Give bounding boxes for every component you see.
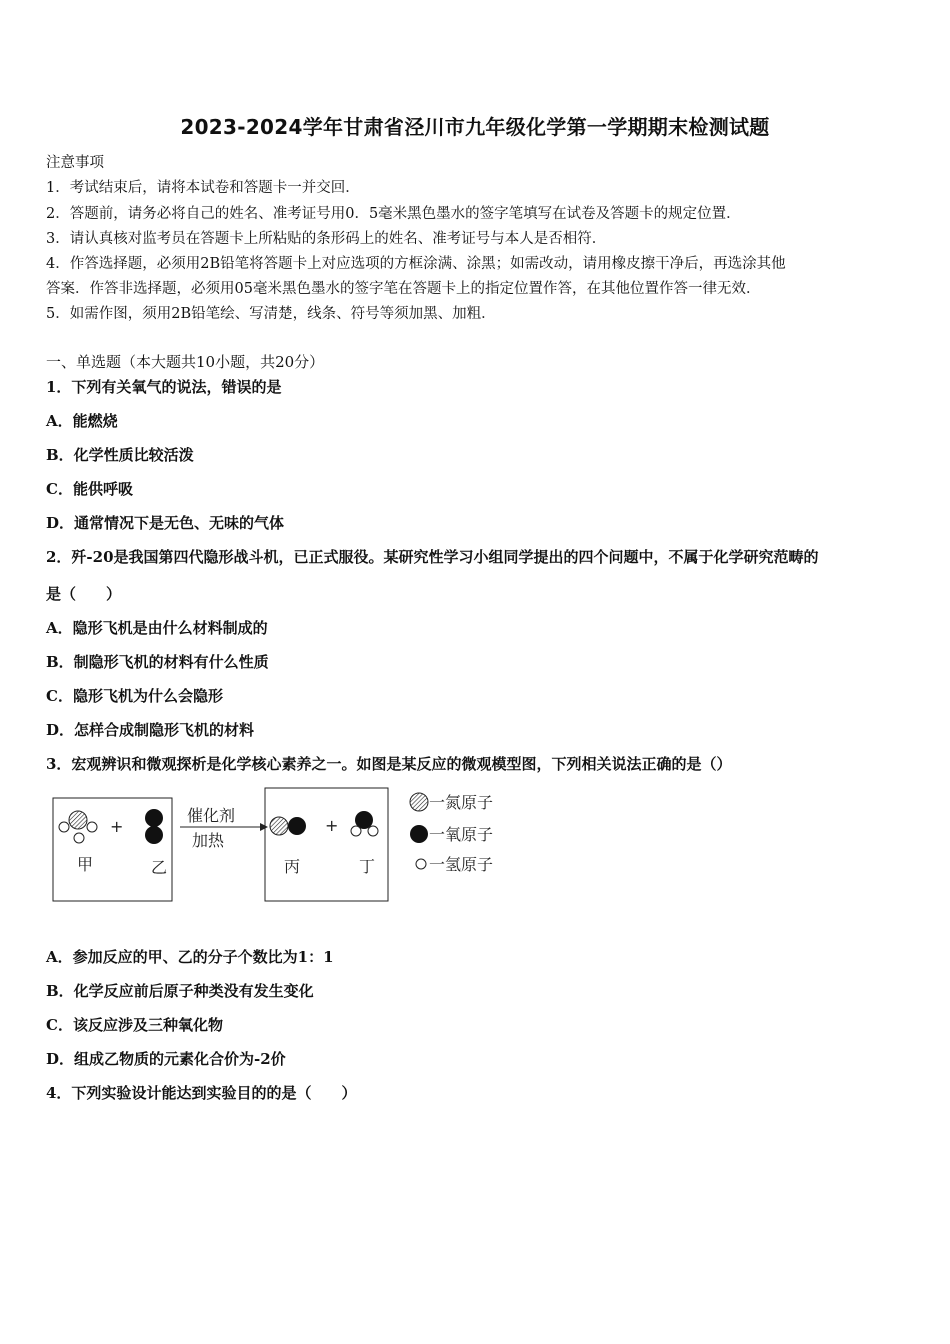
label-jia: 甲 (77, 855, 94, 874)
reaction-diagram-svg (46, 784, 516, 908)
question-1-option-c: C．能供呼吸 (46, 480, 133, 498)
products-box (265, 788, 388, 901)
arrow-head (260, 823, 268, 831)
molecule-bing (270, 817, 306, 835)
molecule-jia (59, 811, 97, 843)
legend-oxygen (410, 825, 493, 844)
legend-nitrogen-label: 一氮原子 (429, 793, 494, 812)
oxygen-atom-icon (410, 825, 428, 843)
nitrogen-atom (270, 817, 288, 835)
legend-nitrogen (410, 793, 493, 812)
exam-title: 2023-2024学年甘肃省泾川市九年级化学第一学期期末检测试题 (180, 115, 770, 139)
legend-hydrogen-label: 一氢原子 (429, 855, 494, 874)
reaction-diagram (46, 784, 516, 908)
question-2-option-d: D．怎样合成制隐形飞机的材料 (46, 721, 255, 739)
question-1-option-a: A．能燃烧 (46, 412, 118, 430)
notice-item-1: 1．考试结束后，请将本试卷和答题卡一并交回． (46, 180, 360, 196)
question-1-option-d: D．通常情况下是无色、无味的气体 (46, 514, 285, 532)
nitrogen-atom (69, 811, 87, 829)
hydrogen-atom (59, 822, 69, 832)
plus-sign-2: + (325, 816, 339, 835)
label-bing: 丙 (284, 857, 301, 876)
notice-item-4-cont: 答案．作答非选择题，必须用05毫米黑色墨水的签字笔在答题卡上的指定位置作答，在其他位置作答一律无效． (46, 281, 761, 297)
question-2-option-c: C．隐形飞机为什么会隐形 (46, 687, 223, 705)
notice-item-5: 5．如需作图，须用2B铅笔绘、写清楚，线条、符号等须加黑、加粗． (46, 306, 496, 322)
section-heading: 一、单选题（本大题共10小题，共20分） (46, 353, 325, 371)
arrow-bottom-label: 加热 (192, 831, 225, 850)
question-1-stem: 1．下列有关氧气的说法，错误的是 (46, 378, 282, 396)
nitrogen-atom-icon (410, 793, 428, 811)
question-3-option-d: D．组成乙物质的元素化合价为-2价 (46, 1050, 286, 1068)
question-2-stem-cont: 是（ ） (46, 585, 122, 603)
hydrogen-atom-icon (416, 859, 426, 869)
notice-item-2: 2．答题前，请务必将自己的姓名、准考证号用0．5毫米黑色墨水的签字笔填写在试卷及答题卡的规定位置． (46, 206, 741, 222)
question-3-option-a: A．参加反应的甲、乙的分子个数比为1：1 (46, 948, 334, 966)
molecule-yi (145, 809, 163, 844)
hydrogen-atom (351, 826, 361, 836)
question-3-option-b: B．化学反应前后原子种类没有发生变化 (46, 982, 314, 1000)
molecule-ding (351, 811, 378, 836)
question-2-stem: 2．歼-20是我国第四代隐形战斗机，已正式服役。某研究性学习小组同学提出的四个问题中，不属于化学研究范畴的 (46, 548, 819, 566)
question-3-stem: 3．宏观辨识和微观探析是化学核心素养之一。如图是某反应的微观模型图，下列相关说法正确的是（） (46, 755, 732, 773)
notice-item-3: 3．请认真核对监考员在答题卡上所粘贴的条形码上的姓名、准考证号与本人是否相符． (46, 231, 607, 247)
label-ding: 丁 (359, 857, 376, 876)
hydrogen-atom (87, 822, 97, 832)
question-2-option-b: B．制隐形飞机的材料有什么性质 (46, 653, 269, 671)
notice-heading: 注意事项 (46, 155, 104, 171)
label-yi: 乙 (151, 858, 168, 877)
oxygen-atom (288, 817, 306, 835)
question-2-option-a: A．隐形飞机是由什么材料制成的 (46, 619, 268, 637)
hydrogen-atom (74, 833, 84, 843)
plus-sign-1: + (110, 817, 124, 836)
oxygen-atom (145, 826, 163, 844)
arrow-top-label: 催化剂 (187, 806, 236, 825)
oxygen-atom (145, 809, 163, 827)
hydrogen-atom (368, 826, 378, 836)
notice-item-4: 4．作答选择题，必须用2B铅笔将答题卡上对应选项的方框涂满、涂黑；如需改动，请用橡皮擦干净后，再选涂其他 (46, 256, 786, 272)
question-1-option-b: B．化学性质比较活泼 (46, 446, 194, 464)
legend-oxygen-label: 一氧原子 (429, 825, 494, 844)
question-4-stem: 4．下列实验设计能达到实验目的的是（ ） (46, 1084, 357, 1102)
legend-hydrogen (416, 855, 493, 874)
question-3-option-c: C．该反应涉及三种氧化物 (46, 1016, 223, 1034)
